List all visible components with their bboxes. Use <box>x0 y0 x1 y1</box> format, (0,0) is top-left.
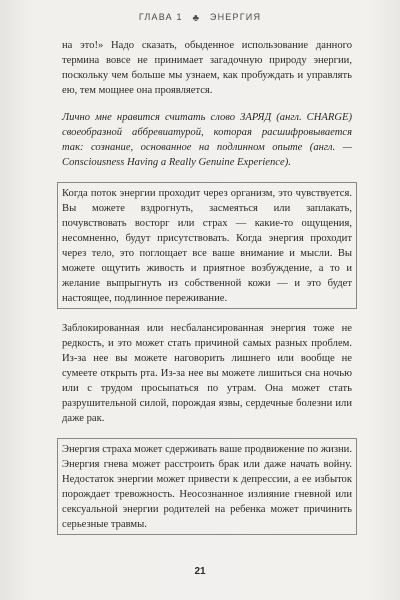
page-number: 21 <box>194 566 206 577</box>
chapter-label: ГЛАВА 1 <box>138 12 183 22</box>
running-header <box>0 12 400 24</box>
paragraph-4: Заблокированная или несбалансированная энергия тоже не редкость, и это может стать причиной самых разных проблем. Из-за нее вы можете наговорить лишнего или вообще не сумеете открыть рта. Из-за нее вы можете лишиться сна ночью или с трудом просыпаться по утрам. Она может стать разрушительной силой, порождая язвы, сердечные болезни или даже рак. <box>62 323 352 424</box>
paragraph-3-highlighted: Когда поток энергии проходит через организм, это чувствуется. Вы можете вздрогнуть, засмеяться или заплакать, почувствовать восторг или страх — какие-то ощущения, несомненно, будут присутствовать. Когда энергия проходит через тело, это поглощает все ваше внимание и мысли. Вы можете ощутить живость и приятное возбуждение, а то и желание выпрыгнуть из собственной кожи — и это будет настоящее, подлинное переживание. <box>57 182 357 309</box>
chapter-title: ЭНЕРГИЯ <box>209 12 262 22</box>
paragraph-5-highlighted: Энергия страха может сдерживать ваше продвижение по жизни. Энергия гнева может расстроить брак или даже начать войну. Недостаток энергии может привести к депрессии, а ее избыток порождает тревожность. Неосознанное излияние гневной или сексуальной энергии родителей на ребенка может причинить серьезные травмы. <box>57 438 357 535</box>
paragraph-1: на это!» Надо сказать, обыденное использование данного термина вовсе не принимает загадочную природу энергии, поскольку чем больше мы узнаем, как пробуждать и управлять ею, тем мощнее она проявляется. <box>62 40 352 96</box>
clover-icon: ♣ <box>192 13 201 24</box>
body-text <box>62 38 352 547</box>
paragraph-2-italic: Лично мне нравится считать слово ЗАРЯД (англ. CHARGE) своеобразной аббревиатурой, которая расшифровывается так: сознание, основанное на подлинном опыте (англ. — Consciousness Having a Really Genuine Experience). <box>62 112 352 168</box>
